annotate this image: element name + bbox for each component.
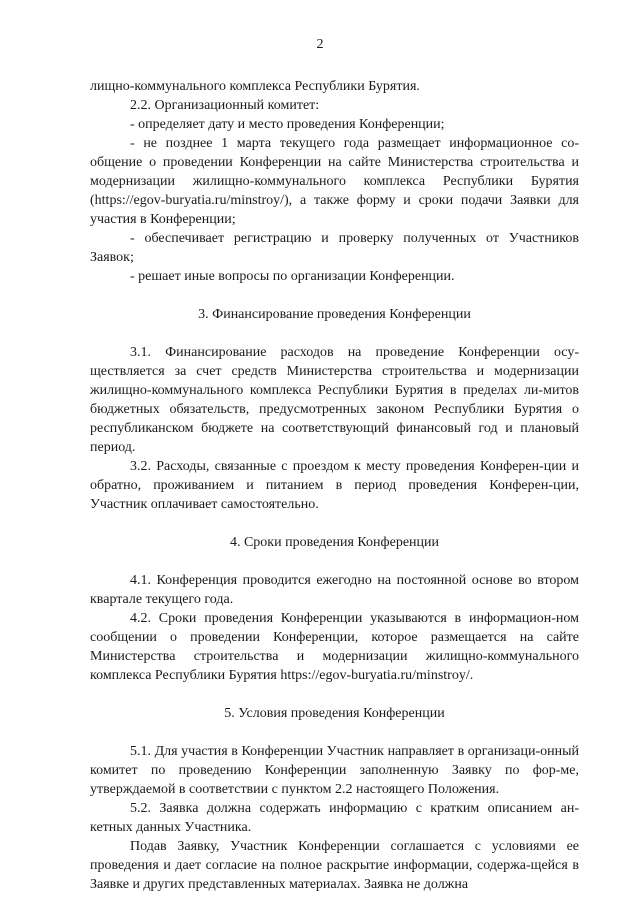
section-heading-conditions: 5. Условия проведения Конференции	[224, 706, 445, 721]
list-item-other-issues: - решает иные вопросы по организации Конференции.	[130, 269, 455, 284]
list-item-announcement: - не позднее 1 марта текущего года размещает информационное со-общение о проведении Конференции на сайте Министерства строительства и модернизации жилищно-коммунального комплекса Республики Бурятия (https://egov-buryatia.ru/minstroy/), а также форму и сроки подачи Заявки для участия в Конференции;	[90, 136, 579, 227]
paragraph-application-consent: Подав Заявку, Участник Конференции соглашается с условиями ее проведения и дает согласие на полное раскрытие информации, содержа-щейся в Заявке и других представленных материалах. Заявка не должна	[90, 839, 579, 892]
page-number: 2	[316, 37, 324, 52]
paragraph-3-1: 3.1. Финансирование расходов на проведение Конференции осу-ществляется за счет средств Министерства строительства и модернизации жилищно-коммунального комплекса Республики Бурятия в пределах ли-митов бюджетных обязательств, предусмотренных законом Республики Бурятия о республиканском бюджете на соответствующий финансовый год и плановый период.	[90, 345, 579, 455]
paragraph-3-2: 3.2. Расходы, связанные с проездом к месту проведения Конферен-ции и обратно, проживанием и питанием в период проведения Конферен-ции, Участник оплачивает самостоятельно.	[90, 459, 579, 512]
paragraph-2-2: 2.2. Организационный комитет:	[130, 98, 320, 113]
paragraph-5-1: 5.1. Для участия в Конференции Участник направляет в организаци-онный комитет по проведению Конференции заполненную Заявку по фор-ме, утверждаемой в соответствии с пунктом 2.2 настоящего Положения.	[90, 744, 579, 797]
paragraph-4-1: 4.1. Конференция проводится ежегодно на постоянной основе во втором квартале текущего года.	[90, 573, 579, 607]
list-item-date-place: - определяет дату и место проведения Конференции;	[130, 117, 445, 132]
list-item-registration: - обеспечивает регистрацию и проверку полученных от Участников Заявок;	[90, 231, 579, 265]
paragraph-4-2: 4.2. Сроки проведения Конференции указываются в информацион-ном сообщении о проведении Конференции, которое размещается на сайте Министерства строительства и модернизации жилищно-коммунального комплекса Республики Бурятия https://egov-buryatia.ru/minstroy/.	[90, 611, 579, 683]
section-heading-financing: 3. Финансирование проведения Конференции	[198, 307, 471, 322]
section-heading-timing: 4. Сроки проведения Конференции	[229, 535, 440, 550]
document-body	[90, 77, 579, 894]
paragraph-5-2: 5.2. Заявка должна содержать информацию с кратким описанием ан-кетных данных Участника.	[90, 801, 579, 835]
paragraph-continuation: лищно-коммунального комплекса Республики Бурятия.	[90, 79, 420, 94]
